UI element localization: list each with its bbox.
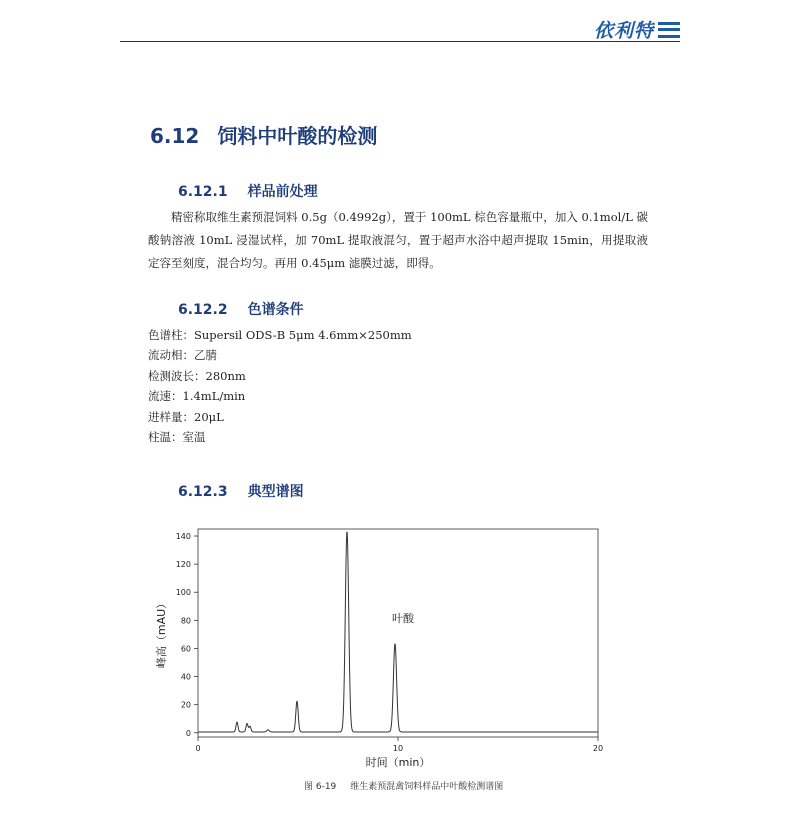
x-tick-label: 20 <box>592 744 604 753</box>
subsection-heading-3 <box>178 481 304 501</box>
section-number: 6.12 <box>150 124 200 148</box>
sample-prep-paragraph: 精密称取维生素预混饲料 0.5g（0.4992g），置于 100mL 棕色容量瓶中，加入 0.1mol/L 碳酸钠溶液 10mL 浸湿试样，加 70mL 提取液混匀，置于超声水浴中超声提取 15min，用提取液定容至刻度，混合均匀。再用 0.45μm 滤膜过滤，即得。 <box>148 210 648 270</box>
brand-logo <box>594 16 680 43</box>
subsection-heading-1 <box>178 181 318 201</box>
y-tick-label: 80 <box>180 616 191 626</box>
figure-number: 图 6-19 <box>304 782 337 792</box>
subsection-number: 6.12.3 <box>178 484 228 500</box>
x-tick-label: 10 <box>392 744 404 753</box>
section-heading <box>150 120 377 149</box>
y-tick-label: 100 <box>175 588 191 598</box>
condition-wavelength: 检测波长：280nm <box>148 368 246 383</box>
peak-label-folic-acid: 叶酸 <box>392 611 414 625</box>
condition-column-temp: 柱温：室温 <box>148 430 206 445</box>
x-tick-label: 0 <box>195 744 201 753</box>
section-title: 饲料中叶酸的检测 <box>217 124 378 148</box>
y-axis <box>176 532 198 738</box>
figure-caption <box>304 779 503 792</box>
x-axis-label: 时间（min） <box>365 756 431 769</box>
condition-flow-rate: 流速：1.4mL/min <box>148 389 246 404</box>
condition-column: 色谱柱：Supersil ODS-B 5μm 4.6mm×250mm <box>148 328 412 342</box>
logo-bars-icon <box>658 22 680 38</box>
y-tick-label: 40 <box>180 672 191 682</box>
figure-caption-text: 维生素预混禽饲料样品中叶酸检测谱图 <box>350 782 504 792</box>
y-tick-label: 60 <box>180 644 191 654</box>
subsection-title: 样品前处理 <box>247 184 318 200</box>
chromatogram-chart <box>150 525 620 775</box>
y-tick-label: 0 <box>185 728 191 738</box>
condition-injection-volume: 进样量：20μL <box>148 409 224 424</box>
subsection-title: 色谱条件 <box>247 302 304 318</box>
header-rule <box>120 41 680 42</box>
condition-mobile-phase: 流动相：乙腈 <box>148 348 217 363</box>
subsection-heading-2 <box>178 299 304 319</box>
y-tick-label: 140 <box>175 532 191 542</box>
y-tick-label: 20 <box>180 700 191 710</box>
y-tick-label: 120 <box>175 560 191 570</box>
y-axis-label: 峰高（mAU） <box>155 597 168 669</box>
subsection-title: 典型谱图 <box>247 484 304 500</box>
conditions-list <box>148 325 412 447</box>
x-axis <box>195 737 603 753</box>
subsection-number: 6.12.1 <box>178 184 228 200</box>
logo-text: 依利特 <box>593 20 654 42</box>
subsection-number: 6.12.2 <box>178 302 228 318</box>
